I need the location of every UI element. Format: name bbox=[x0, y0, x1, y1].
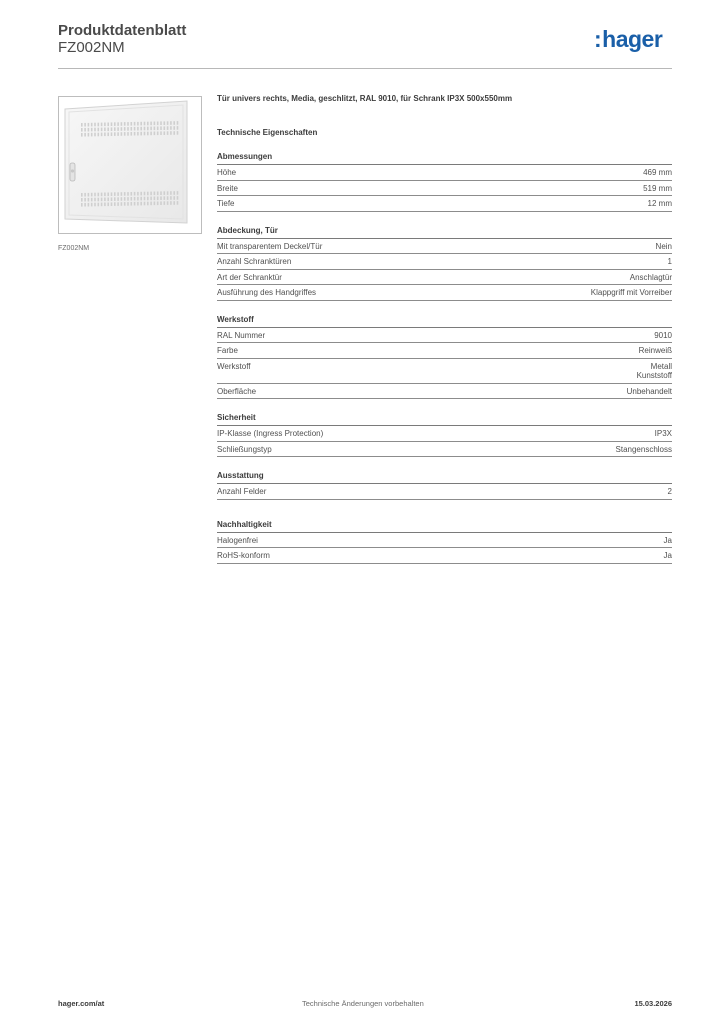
header-divider bbox=[58, 68, 672, 69]
spec-row bbox=[217, 165, 672, 181]
spec-group bbox=[217, 315, 672, 400]
spec-label: Farbe bbox=[217, 346, 238, 355]
spec-row bbox=[217, 285, 672, 301]
spec-row bbox=[217, 270, 672, 286]
group-title: Werkstoff bbox=[217, 315, 672, 328]
spec-label: IP-Klasse (Ingress Protection) bbox=[217, 429, 324, 438]
spec-value bbox=[643, 168, 672, 178]
spec-value bbox=[655, 429, 672, 439]
spec-value bbox=[591, 288, 672, 298]
spec-row bbox=[217, 426, 672, 442]
spec-value-line: 12 mm bbox=[647, 199, 672, 208]
spec-value bbox=[616, 445, 672, 455]
group-title: Abdeckung, Tür bbox=[217, 226, 672, 239]
spec-value bbox=[627, 387, 672, 397]
spec-group bbox=[217, 152, 672, 212]
spec-label: Mit transparentem Deckel/Tür bbox=[217, 241, 323, 251]
spec-group bbox=[217, 471, 672, 500]
spec-row bbox=[217, 239, 672, 255]
spec-label: Werkstoff bbox=[217, 361, 251, 371]
spec-label: Anzahl Schranktüren bbox=[217, 257, 292, 266]
product-image bbox=[58, 96, 202, 234]
spec-value-line: 2 bbox=[667, 487, 672, 496]
spec-value-line: Nein bbox=[655, 241, 672, 251]
footer-website: hager.com/at bbox=[58, 999, 105, 1008]
spec-value bbox=[668, 487, 672, 497]
image-caption: FZ002NM bbox=[58, 245, 90, 252]
spec-value-line: Metall bbox=[650, 361, 672, 371]
spec-row bbox=[217, 254, 672, 270]
spec-label: Breite bbox=[217, 183, 238, 193]
spec-label: Oberfläche bbox=[217, 386, 257, 396]
spec-value-line: Kunststoff bbox=[636, 371, 672, 380]
door-illustration bbox=[59, 97, 201, 233]
footer-date: 15.03.2026 bbox=[634, 999, 672, 1008]
spec-group bbox=[217, 520, 672, 564]
spec-label: Tiefe bbox=[217, 199, 235, 208]
footer-notice: Technische Änderungen vorbehalten bbox=[302, 999, 424, 1008]
group-title: Ausstattung bbox=[217, 471, 672, 484]
spec-row bbox=[217, 359, 672, 384]
spec-value bbox=[630, 273, 672, 283]
spec-row bbox=[217, 196, 672, 212]
spec-row bbox=[217, 533, 672, 549]
spec-label: Halogenfrei bbox=[217, 535, 258, 545]
spec-value-line: Klappgriff mit Vorreiber bbox=[590, 288, 672, 297]
spec-label: RAL Nummer bbox=[217, 330, 266, 340]
spec-value bbox=[668, 257, 672, 267]
spec-value bbox=[656, 242, 672, 252]
spec-row bbox=[217, 181, 672, 197]
spec-label: Ausführung des Handgriffes bbox=[217, 288, 317, 297]
spec-value bbox=[648, 199, 672, 209]
spec-value-line: 1 bbox=[667, 257, 672, 266]
spec-row bbox=[217, 343, 672, 359]
spec-value-line: Anschlagtür bbox=[629, 272, 672, 282]
spec-value bbox=[643, 184, 672, 194]
spec-value bbox=[664, 551, 672, 561]
spec-value bbox=[637, 362, 672, 381]
spec-value-line: 469 mm bbox=[643, 168, 672, 177]
spec-value bbox=[664, 536, 672, 546]
product-code: FZ002NM bbox=[58, 39, 125, 56]
spec-value-line: 9010 bbox=[654, 330, 672, 340]
hager-logo: :hager bbox=[594, 26, 663, 52]
spec-groups bbox=[217, 152, 672, 564]
spec-label: RoHS-konform bbox=[217, 551, 270, 560]
header-title: Produktdatenblatt bbox=[58, 22, 187, 39]
spec-group bbox=[217, 413, 672, 457]
spec-label: Schließungstyp bbox=[217, 444, 272, 454]
spec-row bbox=[217, 442, 672, 458]
spec-row bbox=[217, 328, 672, 344]
group-title: Sicherheit bbox=[217, 413, 672, 426]
spec-value-line: IP3X bbox=[654, 429, 672, 438]
spec-group bbox=[217, 226, 672, 301]
group-title: Nachhaltigkeit bbox=[217, 520, 672, 533]
spec-value-line: Ja bbox=[663, 551, 672, 560]
spec-value bbox=[639, 346, 672, 356]
spec-row bbox=[217, 384, 672, 400]
spec-value bbox=[654, 331, 672, 341]
spec-content bbox=[217, 94, 672, 564]
spec-label: Höhe bbox=[217, 168, 237, 177]
spec-row bbox=[217, 548, 672, 564]
spec-value-line: Reinweiß bbox=[638, 346, 672, 355]
section-title: Technische Eigenschaften bbox=[217, 128, 318, 137]
spec-value-line: Ja bbox=[663, 535, 672, 545]
group-title: Abmessungen bbox=[217, 152, 672, 165]
spec-value-line: Stangenschloss bbox=[615, 444, 672, 454]
spec-row bbox=[217, 484, 672, 500]
product-description: Tür univers rechts, Media, geschlitzt, RAL 9010, für Schrank IP3X 500x550mm bbox=[217, 94, 513, 103]
spec-label: Art der Schranktür bbox=[217, 272, 282, 282]
spec-value-line: 519 mm bbox=[643, 183, 672, 193]
spec-value-line: Unbehandelt bbox=[626, 386, 672, 396]
logo-text: hager bbox=[602, 26, 663, 52]
spec-label: Anzahl Felder bbox=[217, 487, 267, 496]
